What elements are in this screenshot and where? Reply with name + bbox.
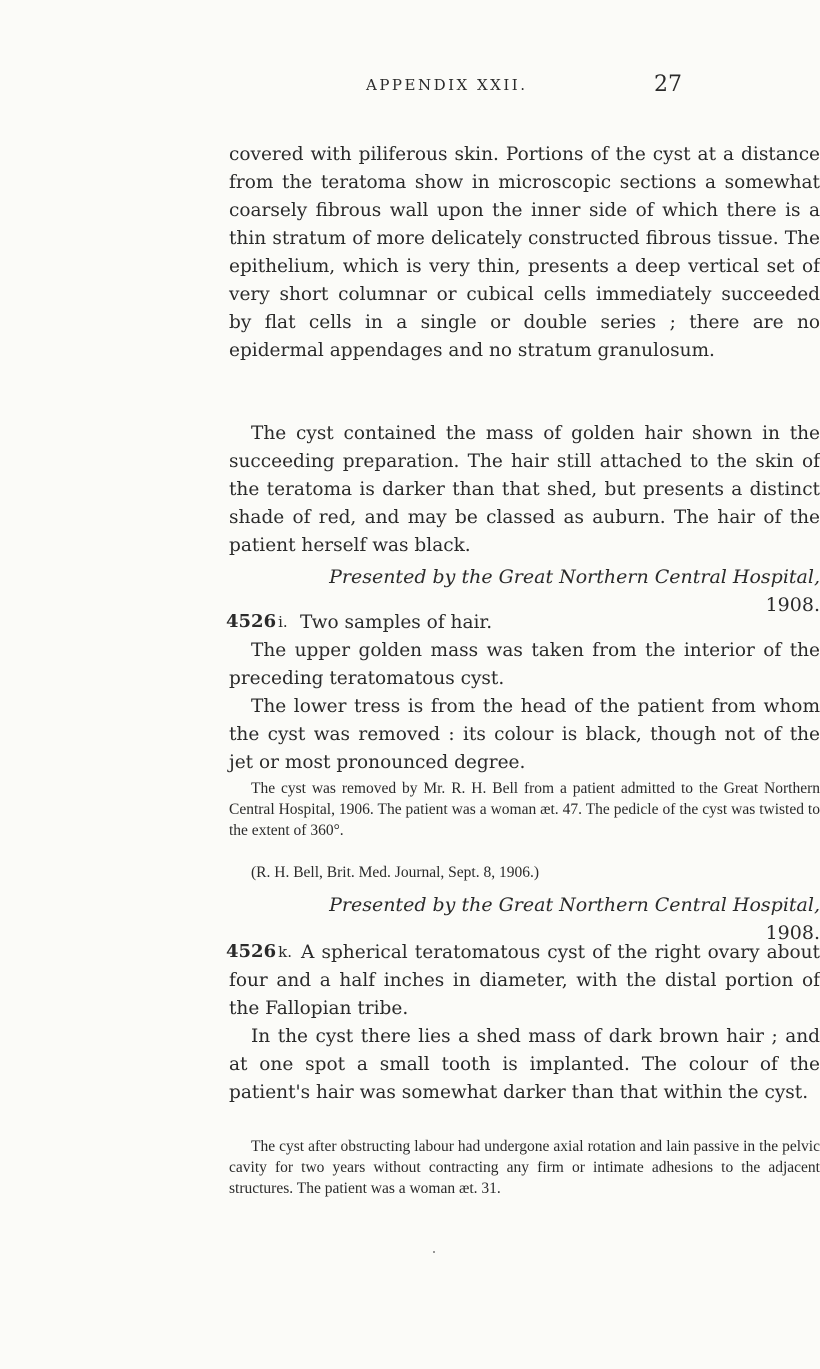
credit-year: 1908. — [765, 922, 820, 944]
running-head: APPENDIX XXII. — [366, 76, 528, 94]
entry-paragraph: In the cyst there lies a shed mass of dark brown hair ; and at one spot a small tooth is implanted. The colour of the patient's hair was somewhat darker than that within the cyst. — [229, 1026, 820, 1103]
credit-institution: Presented by the Great Northern Central Hospital, — [329, 894, 820, 916]
entry-letter: i. — [278, 613, 288, 631]
page-number: 27 — [654, 72, 682, 97]
entry-title: Two samples of hair. — [300, 612, 493, 633]
credit-year: 1908. — [765, 594, 820, 616]
journal-reference: (R. H. Bell, Brit. Med. Journal, Sept. 8, 1906.) — [251, 864, 540, 881]
case-note: The cyst after obstructing labour had undergone axial rotation and lain passive in the pelvic cavity for two years without contracting any firm or intimate adhesions to the adjacent structures. The patient was a woman æt. 31. — [229, 1138, 820, 1197]
credit-institution: Presented by the Great Northern Central Hospital, — [329, 566, 820, 588]
case-note: The cyst was removed by Mr. R. H. Bell from a patient admitted to the Great Northern Central Hospital, 1906. The patient was a woman æt. 47. The pedicle of the cyst was twisted to the extent of 360°. — [229, 780, 820, 839]
entry-title: A spherical teratomatous cyst of the right ovary about four and a half inches in diameter, with the distal portion of the Fallopian tribe. — [229, 942, 820, 1019]
entry-paragraph: The upper golden mass was taken from the interior of the preceding teratomatous cyst. — [229, 640, 820, 689]
entry-letter: k. — [278, 943, 292, 961]
paper-speck — [433, 1251, 435, 1253]
entry-number-4526i — [226, 611, 288, 632]
entry-number: 4526 — [226, 941, 277, 962]
continuation-paragraph: covered with piliferous skin. Portions of the cyst at a distance from the teratoma show in microscopic sections a somewhat coarsely fibrous wall upon the inner side of which there is a thin stratum of more delicately constructed fibrous tissue. The epithelium, which is very thin, presents a deep vertical set of very short columnar or cubical cells immediately succeeded by flat cells in a single or double series ; there are no epidermal appendages and no stratum granulosum. — [229, 144, 820, 361]
continuation-paragraph-2: The cyst contained the mass of golden hair shown in the succeeding preparation. The hair still attached to the skin of the teratoma is darker than that shed, but presents a distinct shade of red, and may be classed as auburn. The hair of the patient herself was black. — [229, 423, 820, 556]
entry-number: 4526 — [226, 611, 277, 632]
entry-paragraph: The lower tress is from the head of the patient from whom the cyst was removed : its colour is black, though not of the jet or most pronounced degree. — [229, 696, 820, 773]
